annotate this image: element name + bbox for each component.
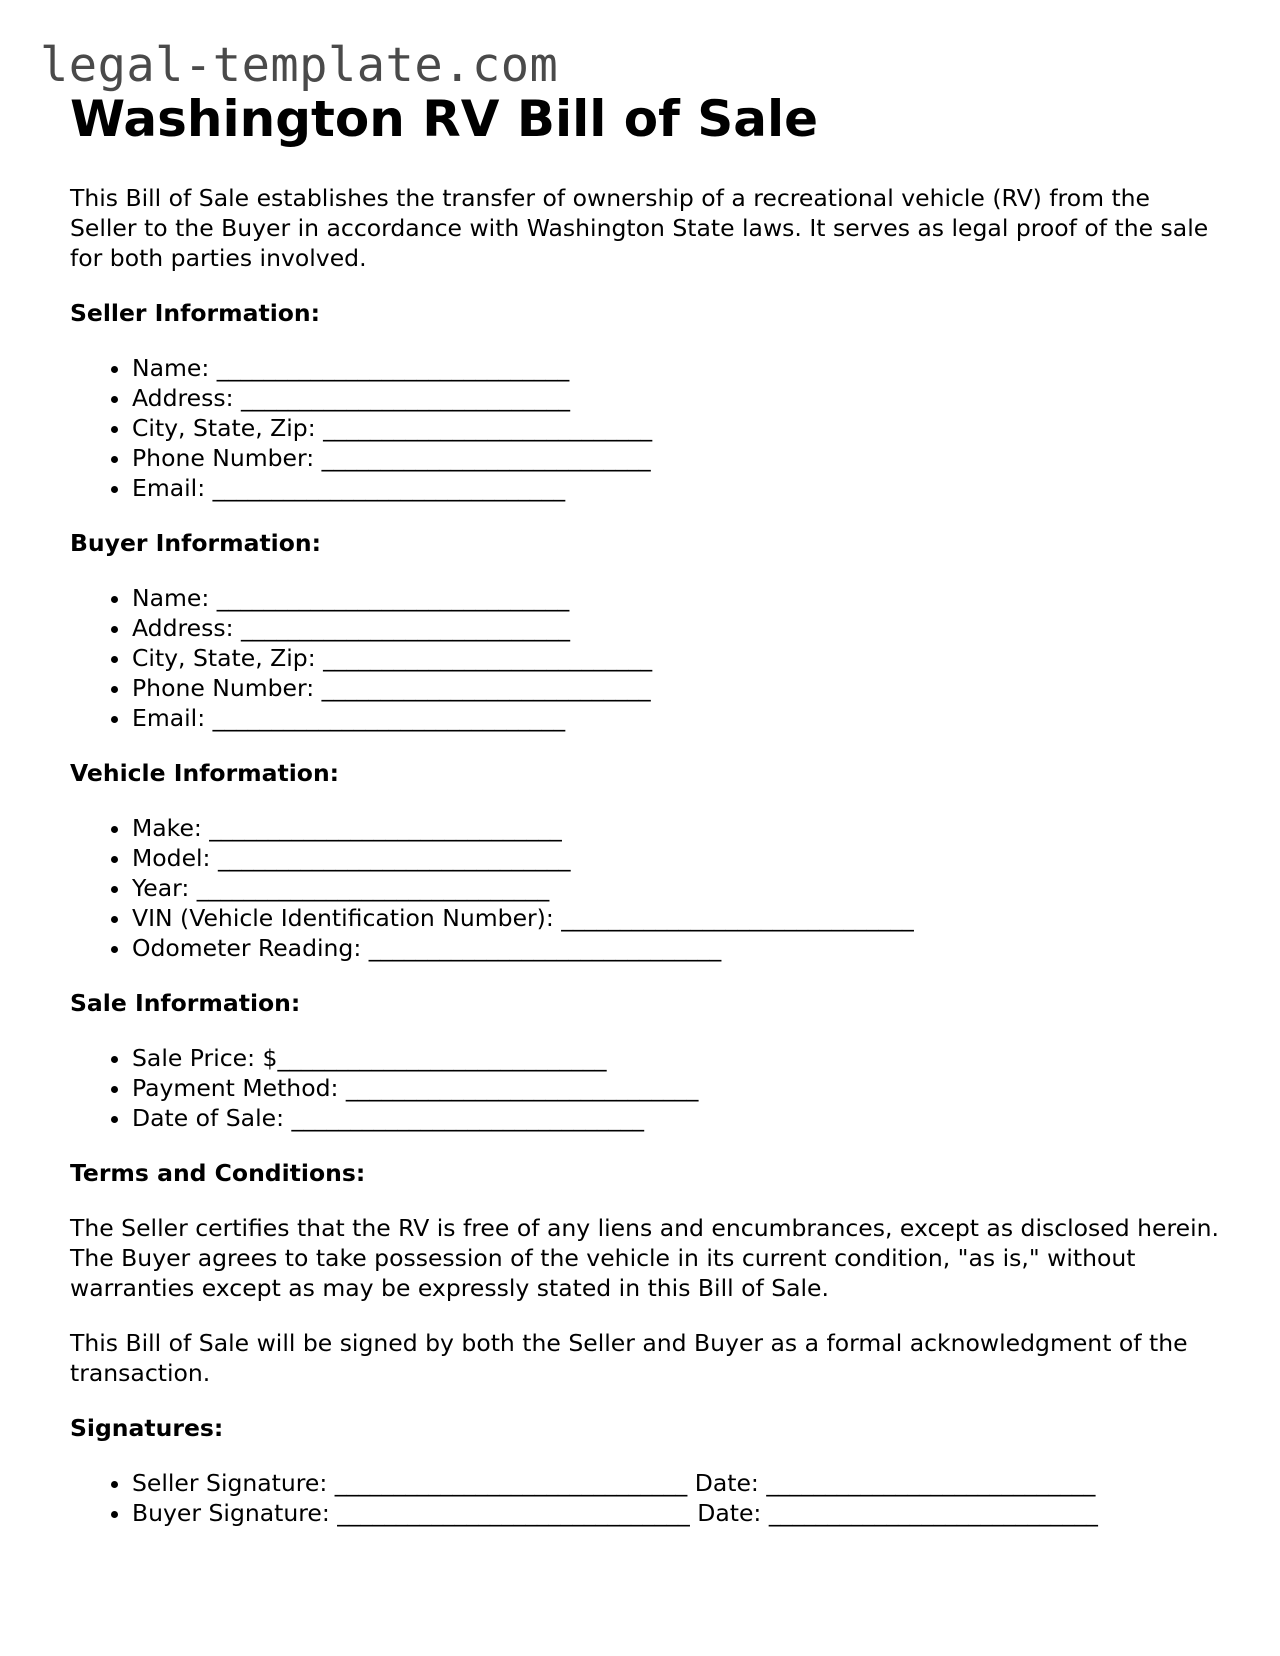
- terms-heading: Terms and Conditions:: [70, 1159, 366, 1187]
- fill-in-blank[interactable]: ____________________________: [323, 644, 653, 672]
- payment-method-field: [132, 1073, 1220, 1103]
- field-label: Make:: [132, 814, 210, 842]
- buyer-city-state-zip-field: [132, 643, 1220, 673]
- fill-in-blank[interactable]: ______________________________: [345, 1074, 699, 1102]
- seller-email-field: [132, 473, 1220, 503]
- field-label: VIN (Vehicle Identification Number):: [132, 904, 562, 932]
- fill-in-blank[interactable]: ______________________________: [368, 934, 722, 962]
- vehicle-model-field: [132, 843, 1220, 873]
- seller-address-field: [132, 383, 1220, 413]
- buyer-name-field: [132, 583, 1220, 613]
- field-label: City, State, Zip:: [132, 414, 324, 442]
- date-blank[interactable]: ____________________________: [766, 1469, 1096, 1497]
- vehicle-heading: Vehicle Information:: [70, 759, 340, 787]
- vehicle-make-field: [132, 813, 1220, 843]
- buyer-heading: Buyer Information:: [70, 529, 322, 557]
- fill-in-blank[interactable]: ____________________________: [323, 414, 653, 442]
- date-label: Date:: [689, 1499, 769, 1527]
- fill-in-blank[interactable]: ______________________________: [212, 704, 566, 732]
- sale-field-list: [70, 1043, 1220, 1133]
- buyer-field-list: [70, 583, 1220, 733]
- buyer-address-field: [132, 613, 1220, 643]
- field-label: Sale Price: $: [132, 1044, 278, 1072]
- fill-in-blank[interactable]: ____________________________: [321, 674, 651, 702]
- field-label: City, State, Zip:: [132, 644, 324, 672]
- vehicle-vin-field: [132, 903, 1220, 933]
- seller-heading: Seller Information:: [70, 299, 321, 327]
- buyer-signature-row: [132, 1498, 1220, 1528]
- field-label: Phone Number:: [132, 444, 322, 472]
- terms-paragraph: The Seller certifies that the RV is free of any liens and encumbrances, except as disclosed herein. The Buyer agrees to take possession of the vehicle in its current condition, "as is," without warranties except as may be expressly stated in this Bill of Sale.: [70, 1214, 1219, 1302]
- sale-heading: Sale Information:: [70, 989, 301, 1017]
- acknowledgment-paragraph: This Bill of Sale will be signed by both the Seller and Buyer as a formal acknowledgment of the transaction.: [70, 1329, 1188, 1387]
- fill-in-blank[interactable]: ____________________________: [240, 384, 570, 412]
- date-label: Date:: [687, 1469, 767, 1497]
- field-label: Address:: [132, 614, 241, 642]
- seller-phone-field: [132, 443, 1220, 473]
- signature-blank[interactable]: ______________________________: [334, 1469, 688, 1497]
- buyer-email-field: [132, 703, 1220, 733]
- fill-in-blank[interactable]: ______________________________: [561, 904, 914, 932]
- fill-in-blank[interactable]: ____________________________: [240, 614, 570, 642]
- field-label: Buyer Signature:: [132, 1499, 338, 1527]
- field-label: Payment Method:: [132, 1074, 346, 1102]
- fill-in-blank[interactable]: ______________________________: [291, 1104, 644, 1132]
- field-label: Name:: [132, 584, 217, 612]
- fill-in-blank[interactable]: ______________________________: [216, 354, 570, 382]
- field-label: Name:: [132, 354, 217, 382]
- watermark: legal-template.com: [40, 38, 559, 93]
- fill-in-blank[interactable]: ____________________________: [277, 1044, 607, 1072]
- seller-name-field: [132, 353, 1220, 383]
- date-blank[interactable]: ____________________________: [768, 1499, 1098, 1527]
- signatures-heading: Signatures:: [70, 1414, 224, 1442]
- seller-signature-row: [132, 1468, 1220, 1498]
- field-label: Email:: [132, 704, 213, 732]
- fill-in-blank[interactable]: ______________________________: [216, 584, 570, 612]
- date-of-sale-field: [132, 1103, 1220, 1133]
- field-label: Date of Sale:: [132, 1104, 292, 1132]
- seller-field-list: [70, 353, 1220, 503]
- document-body: [70, 86, 1220, 1528]
- fill-in-blank[interactable]: ______________________________: [212, 474, 566, 502]
- signature-blank[interactable]: ______________________________: [337, 1499, 690, 1527]
- field-label: Seller Signature:: [132, 1469, 335, 1497]
- vehicle-field-list: [70, 813, 1220, 963]
- fill-in-blank[interactable]: ______________________________: [217, 844, 571, 872]
- fill-in-blank[interactable]: ______________________________: [209, 814, 562, 842]
- sale-price-field: [132, 1043, 1220, 1073]
- page-title: Washington RV Bill of Sale: [70, 90, 819, 148]
- field-label: Odometer Reading:: [132, 934, 369, 962]
- fill-in-blank[interactable]: ____________________________: [321, 444, 651, 472]
- fill-in-blank[interactable]: ______________________________: [196, 874, 550, 902]
- intro-paragraph: This Bill of Sale establishes the transfer of ownership of a recreational vehicle (RV) from the Seller to the Buyer in accordance with Washington State laws. It serves as legal proof of the sale for both parties involved.: [70, 184, 1209, 272]
- field-label: Year:: [132, 874, 197, 902]
- signature-list: [70, 1468, 1220, 1528]
- field-label: Model:: [132, 844, 218, 872]
- field-label: Address:: [132, 384, 241, 412]
- buyer-phone-field: [132, 673, 1220, 703]
- field-label: Email:: [132, 474, 213, 502]
- vehicle-odometer-field: [132, 933, 1220, 963]
- field-label: Phone Number:: [132, 674, 322, 702]
- seller-city-state-zip-field: [132, 413, 1220, 443]
- vehicle-year-field: [132, 873, 1220, 903]
